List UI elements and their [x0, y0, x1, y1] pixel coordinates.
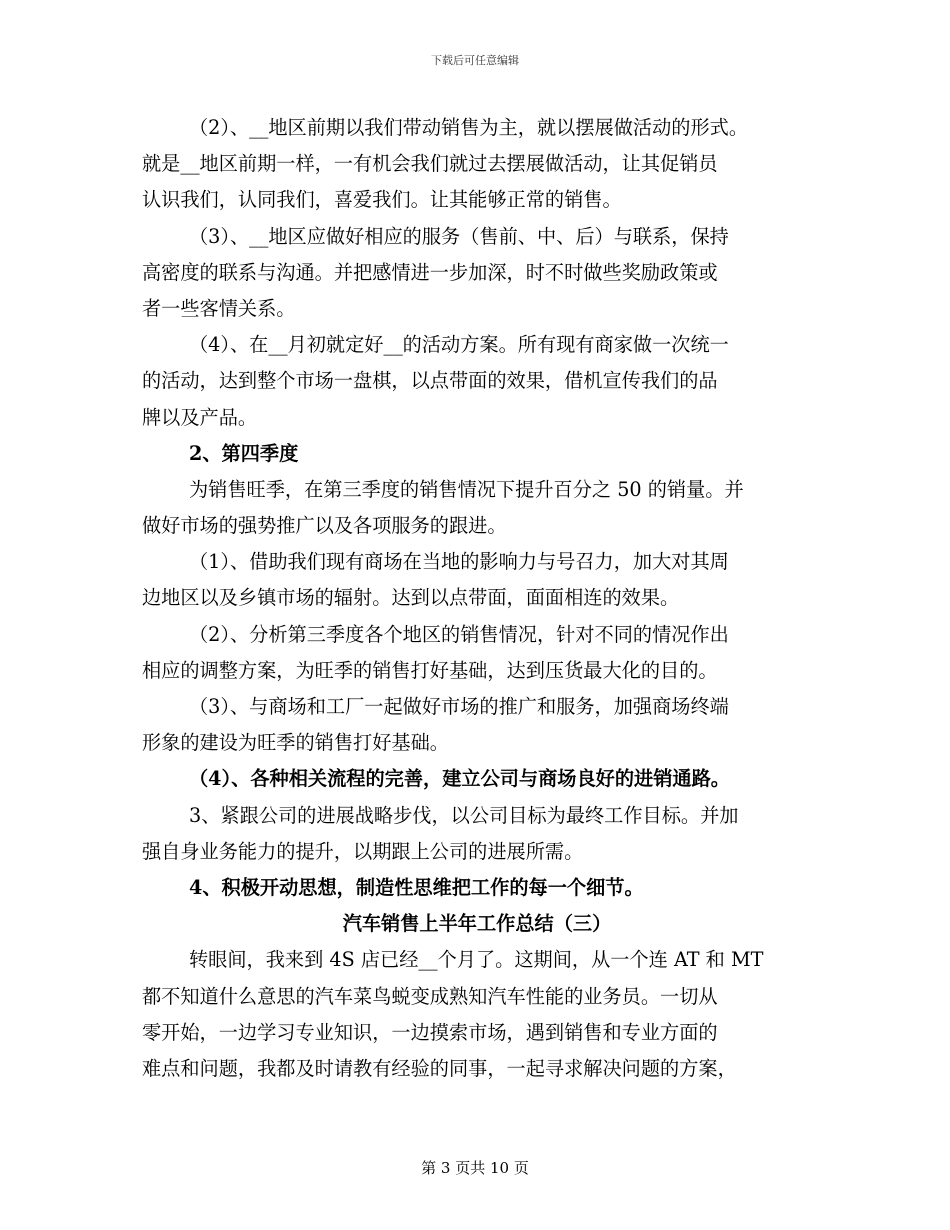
- paragraph-line: （2）、分析第三季度各个地区的销售情况，针对不同的情况作出: [189, 622, 729, 646]
- paragraph-line: 都不知道什么意思的汽车菜鸟蜕变成熟知汽车性能的业务员。一切从: [142, 984, 718, 1008]
- paragraph-line: 做好市场的强势推广以及各项服务的跟进。: [142, 514, 507, 538]
- page-header: 下载后可任意编辑: [431, 54, 519, 67]
- paragraph-line: （3）、与商场和工厂一起做好市场的推广和服务，加强商场终端: [189, 695, 729, 718]
- bold-paragraph-line: （4）、各种相关流程的完善，建立公司与商场良好的进销通路。: [189, 767, 730, 791]
- paragraph-line: 形象的建设为旺季的销售打好基础。: [142, 731, 449, 755]
- paragraph-line: 边地区以及乡镇市场的辐射。达到以点带面，面面相连的效果。: [142, 586, 680, 610]
- document-subtitle: 汽车销售上半年工作总结（三）: [342, 912, 612, 936]
- page-footer: 第 3 页共 10 页: [421, 1159, 529, 1177]
- paragraph-line: （1）、借助我们现有商场在当地的影响力与号召力，加大对其周: [189, 550, 729, 574]
- paragraph-line: 的活动，达到整个市场一盘棋，以点带面的效果，借机宣传我们的品: [142, 369, 718, 393]
- paragraph-line: 零开始，一边学习专业知识，一边摸索市场，遇到销售和专业方面的: [142, 1020, 718, 1044]
- paragraph-line: 牌以及产品。: [142, 405, 258, 429]
- document-body: [142, 110, 812, 1087]
- paragraph-line: 转眼间，我来到 4S 店已经__个月了。这期间，从一个连 AT 和 MT: [189, 948, 764, 972]
- paragraph-line: （3）、__地区应做好相应的服务（售前、中、后）与联系，保持: [189, 224, 729, 248]
- paragraph-line: 高密度的联系与沟通。并把感情进一步加深，时不时做些奖励政策或: [142, 260, 718, 284]
- paragraph-line: 3、紧跟公司的进展战略步伐，以公司目标为最终工作目标。并加: [189, 803, 739, 827]
- paragraph-line: 强自身业务能力的提升，以期跟上公司的进展所需。: [142, 839, 584, 863]
- paragraph-line: 难点和问题，我都及时请教有经验的同事，一起寻求解决问题的方案，: [142, 1056, 737, 1080]
- bold-paragraph-line: 4、积极开动思想，制造性思维把工作的每一个细节。: [189, 875, 644, 899]
- paragraph-line: 为销售旺季，在第三季度的销售情况下提升百分之 50 的销量。并: [189, 477, 744, 501]
- section-heading: 2、第四季度: [189, 441, 299, 465]
- paragraph-line: （2）、__地区前期以我们带动销售为主，就以摆展做活动的形式。: [189, 116, 749, 139]
- paragraph-line: 就是__地区前期一样，一有机会我们就过去摆展做活动，让其促销员: [142, 152, 718, 176]
- paragraph-line: （4）、在__月初就定好__的活动方案。所有现有商家做一次统一: [189, 333, 729, 357]
- paragraph-line: 认识我们，认同我们，喜爱我们。让其能够正常的销售。: [142, 188, 622, 212]
- paragraph-line: 相应的调整方案，为旺季的销售打好基础，达到压货最大化的目的。: [142, 658, 718, 682]
- paragraph-line: 者一些客情关系。: [142, 296, 296, 320]
